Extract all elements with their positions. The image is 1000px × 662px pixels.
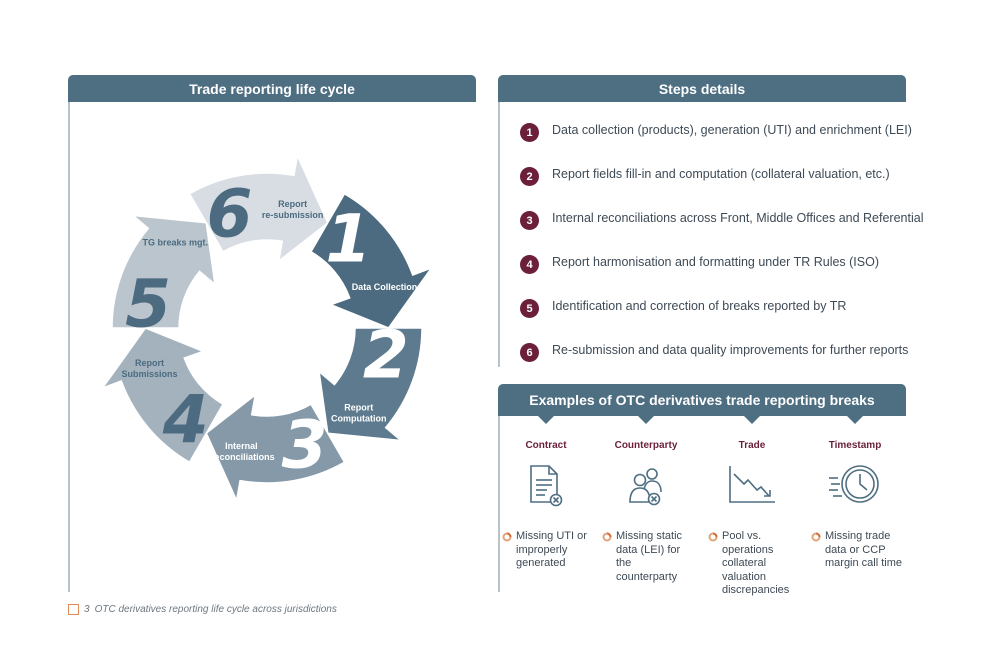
cycle-step-number: 3 xyxy=(281,406,328,484)
figure-caption xyxy=(68,604,337,615)
column-description-text: Pool vs. operations collateral valuation discrepancies xyxy=(722,530,790,596)
column-title: Contract xyxy=(525,440,567,451)
cycle-step-label: Data Collection xyxy=(351,281,418,292)
lifecycle-panel-header xyxy=(68,75,476,102)
step-text: Internal reconciliations across Front, Middle Offices and Referential xyxy=(552,211,924,225)
step-item xyxy=(520,209,924,253)
step-item xyxy=(520,165,910,209)
steps-list xyxy=(520,121,924,385)
bullet-ring-icon xyxy=(811,532,821,542)
step-number-badge: 2 xyxy=(520,167,539,186)
cycle-step-label: TG breaks mgt. xyxy=(142,237,208,248)
steps-panel-header xyxy=(498,75,906,102)
bullet-ring-icon xyxy=(708,532,718,542)
column-description-text: Missing UTI or improperly generated xyxy=(516,530,587,569)
step-item xyxy=(520,121,910,165)
column-title: Timestamp xyxy=(828,440,882,451)
bullet-ring-icon xyxy=(602,532,612,542)
step-number-badge: 4 xyxy=(520,255,539,274)
column-title: Counterparty xyxy=(614,440,678,451)
steps-panel-border xyxy=(498,102,500,367)
example-column-trade xyxy=(704,440,800,598)
column-pointer xyxy=(847,416,863,424)
contract-document-icon xyxy=(523,462,569,510)
caption-text: OTC derivatives reporting life cycle across jurisdictions xyxy=(94,604,337,615)
column-description xyxy=(498,530,594,571)
counterparty-users-icon xyxy=(623,462,669,510)
example-column-counterparty xyxy=(598,440,694,584)
examples-title: Examples of OTC derivatives trade reporting breaks xyxy=(529,392,875,408)
steps-panel-title: Steps details xyxy=(658,80,746,97)
column-description xyxy=(598,530,694,584)
lifecycle-panel-border xyxy=(68,102,70,592)
step-number-badge: 6 xyxy=(520,343,539,362)
column-description xyxy=(704,530,800,598)
step-text: Re-submission and data quality improvements for further reports xyxy=(552,343,909,357)
bullet-ring-icon xyxy=(502,532,512,542)
cycle-step-number: 1 xyxy=(325,200,372,278)
step-number-badge: 3 xyxy=(520,211,539,230)
cycle-step-number: 5 xyxy=(125,265,172,343)
step-number-badge: 1 xyxy=(520,123,539,142)
step-item xyxy=(520,253,910,297)
trade-downtrend-chart-icon xyxy=(727,462,777,510)
cycle-step-number: 6 xyxy=(206,175,253,253)
column-description-text: Missing static data (LEI) for the counterparty xyxy=(616,530,683,583)
timestamp-clock-icon xyxy=(827,462,883,510)
cycle-step-label: Report re-submission xyxy=(261,199,324,221)
caption-number: 3 xyxy=(84,604,90,615)
cycle-step-number: 2 xyxy=(362,316,409,394)
step-text: Identification and correction of breaks reported by TR xyxy=(552,299,847,313)
example-column-contract xyxy=(498,440,594,571)
column-pointer xyxy=(538,416,554,424)
lifecycle-cycle-diagram xyxy=(80,122,460,522)
step-number-badge: 5 xyxy=(520,299,539,318)
cycle-step-label: Internal Reconciliations xyxy=(208,440,275,462)
column-pointer xyxy=(638,416,654,424)
column-pointer xyxy=(744,416,760,424)
cycle-step-label: Report Computation xyxy=(331,402,387,424)
step-text: Report harmonisation and formatting under TR Rules (ISO) xyxy=(552,255,880,269)
column-description-text: Missing trade data or CCP margin call time xyxy=(825,530,903,569)
step-text: Data collection (products), generation (UTI) and enrichment (LEI) xyxy=(552,123,912,137)
lifecycle-panel-title: Trade reporting life cycle xyxy=(189,80,355,97)
column-title: Trade xyxy=(738,440,766,451)
cycle-step-number: 4 xyxy=(162,381,209,459)
step-text: Report fields fill-in and computation (collateral valuation, etc.) xyxy=(552,167,890,181)
cycle-step-label: Report Submissions xyxy=(121,358,178,380)
example-column-timestamp xyxy=(807,440,903,571)
chart-icon xyxy=(68,604,79,615)
examples-header xyxy=(498,384,906,416)
column-description xyxy=(807,530,903,571)
step-item xyxy=(520,297,910,341)
step-item xyxy=(520,341,910,385)
